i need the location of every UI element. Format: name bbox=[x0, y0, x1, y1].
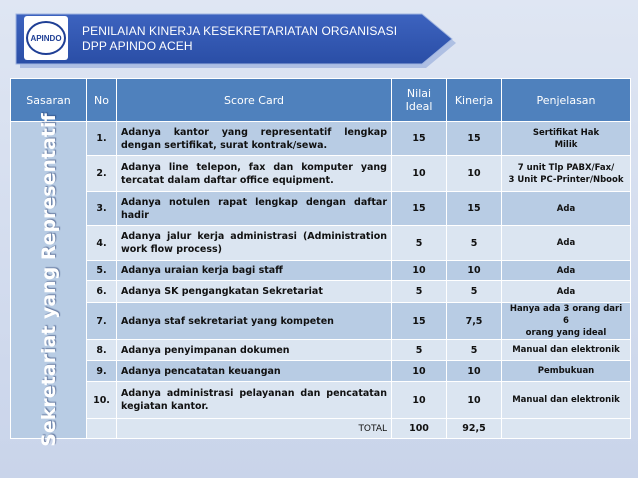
row-no: 2. bbox=[87, 156, 117, 192]
table-row bbox=[11, 340, 631, 361]
row-kinerja: 15 bbox=[447, 122, 502, 156]
table-row bbox=[11, 122, 631, 156]
row-penjelasan-line1: 7 unit Tlp PABX/Fax/ bbox=[517, 162, 615, 173]
row-penjelasan-line1: Manual dan elektronik bbox=[512, 395, 620, 405]
row-kinerja: 10 bbox=[447, 261, 502, 281]
row-kinerja: 5 bbox=[447, 340, 502, 361]
col-header-nilai-ideal bbox=[392, 79, 447, 122]
row-nilai-ideal: 10 bbox=[392, 261, 447, 281]
row-kinerja: 5 bbox=[447, 226, 502, 261]
row-score-card: Adanya pencatatan keuangan bbox=[117, 361, 392, 382]
row-penjelasan-line1: Ada bbox=[556, 265, 576, 276]
row-penjelasan-line1: Manual dan elektronik bbox=[512, 345, 620, 355]
row-penjelasan-line1: Sertifikat Hak bbox=[532, 127, 600, 138]
row-nilai-ideal: 5 bbox=[392, 281, 447, 303]
table-row bbox=[11, 261, 631, 281]
table-row bbox=[11, 361, 631, 382]
total-label: TOTAL bbox=[117, 419, 392, 439]
row-penjelasan bbox=[502, 122, 631, 156]
sasaran-group-label: Sekretariat yang Representatif bbox=[37, 113, 60, 447]
row-score-card: Adanya administrasi pelayanan dan pencatatan kegiatan kantor. bbox=[117, 382, 392, 419]
row-score-card: Adanya notulen rapat lengkap dengan daftar hadir bbox=[117, 192, 392, 226]
row-penjelasan bbox=[502, 156, 631, 192]
row-no: 7. bbox=[87, 303, 117, 340]
row-penjelasan bbox=[502, 361, 631, 382]
page-title bbox=[82, 24, 397, 54]
row-score-card: Adanya SK pengangkatan Sekretariat bbox=[117, 281, 392, 303]
row-kinerja: 10 bbox=[447, 382, 502, 419]
row-nilai-ideal: 15 bbox=[392, 192, 447, 226]
total-penjelasan-blank bbox=[502, 419, 631, 439]
row-kinerja: 7,5 bbox=[447, 303, 502, 340]
row-penjelasan bbox=[502, 261, 631, 281]
row-score-card: Adanya uraian kerja bagi staff bbox=[117, 261, 392, 281]
row-nilai-ideal: 15 bbox=[392, 122, 447, 156]
score-card-table bbox=[10, 78, 631, 447]
row-no: 8. bbox=[87, 340, 117, 361]
table-row bbox=[11, 303, 631, 340]
row-no: 3. bbox=[87, 192, 117, 226]
total-kinerja: 92,5 bbox=[447, 419, 502, 439]
row-score-card: Adanya staf sekretariat yang kompeten bbox=[117, 303, 392, 340]
row-nilai-ideal: 5 bbox=[392, 340, 447, 361]
row-no: 10. bbox=[87, 382, 117, 419]
row-no: 9. bbox=[87, 361, 117, 382]
col-header-score-card: Score Card bbox=[117, 79, 392, 122]
row-penjelasan bbox=[502, 303, 631, 340]
row-penjelasan-line2: 3 Unit PC-Printer/Nbook bbox=[508, 174, 624, 185]
row-nilai-ideal: 5 bbox=[392, 226, 447, 261]
table-row bbox=[11, 281, 631, 303]
row-penjelasan-line2: orang yang ideal bbox=[525, 328, 607, 338]
row-score-card: Adanya kantor yang representatif lengkap dengan sertifikat, surat kontrak/sewa. bbox=[117, 122, 392, 156]
sasaran-group-cell bbox=[11, 113, 87, 447]
row-no: 6. bbox=[87, 281, 117, 303]
col-header-no: No bbox=[87, 79, 117, 122]
table-row bbox=[11, 156, 631, 192]
row-nilai-ideal: 15 bbox=[392, 303, 447, 340]
title-line-2: DPP APINDO ACEH bbox=[82, 39, 193, 53]
row-penjelasan-line2: Milik bbox=[554, 139, 578, 150]
row-kinerja: 10 bbox=[447, 361, 502, 382]
row-nilai-ideal: 10 bbox=[392, 156, 447, 192]
row-no: 4. bbox=[87, 226, 117, 261]
row-penjelasan bbox=[502, 340, 631, 361]
row-score-card: Adanya line telepon, fax dan komputer yang tercatat dalam daftar office equipment. bbox=[117, 156, 392, 192]
row-nilai-ideal: 10 bbox=[392, 361, 447, 382]
col-header-sasaran: Sasaran bbox=[11, 79, 87, 122]
table-row bbox=[11, 192, 631, 226]
table-header-row bbox=[11, 79, 631, 122]
col-header-kinerja: Kinerja bbox=[447, 79, 502, 122]
row-score-card: Adanya penyimpanan dokumen bbox=[117, 340, 392, 361]
total-no-blank bbox=[87, 419, 117, 439]
row-kinerja: 15 bbox=[447, 192, 502, 226]
row-penjelasan bbox=[502, 382, 631, 419]
row-penjelasan-line1: Ada bbox=[556, 203, 576, 214]
row-no: 1. bbox=[87, 122, 117, 156]
col-header-penjelasan: Penjelasan bbox=[502, 79, 631, 122]
row-penjelasan bbox=[502, 226, 631, 261]
row-no: 5. bbox=[87, 261, 117, 281]
row-score-card: Adanya jalur kerja administrasi (Administration work flow process) bbox=[117, 226, 392, 261]
col-header-nilai-ideal-line2: Ideal bbox=[405, 100, 433, 113]
logo-ring bbox=[26, 21, 66, 55]
table-row bbox=[11, 382, 631, 419]
row-penjelasan bbox=[502, 281, 631, 303]
row-penjelasan-line1: Hanya ada 3 orang dari 6 bbox=[509, 304, 623, 326]
title-line-1: PENILAIAN KINERJA KESEKRETARIATAN ORGANISASI bbox=[82, 24, 398, 38]
row-penjelasan-line1: Ada bbox=[556, 286, 576, 297]
total-row bbox=[11, 419, 631, 439]
row-kinerja: 5 bbox=[447, 281, 502, 303]
row-penjelasan bbox=[502, 192, 631, 226]
logo-text: APINDO bbox=[30, 33, 62, 43]
row-nilai-ideal: 10 bbox=[392, 382, 447, 419]
row-penjelasan-line1: Pembukuan bbox=[537, 366, 595, 376]
row-penjelasan-line1: Ada bbox=[556, 238, 576, 248]
total-nilai-ideal: 100 bbox=[392, 419, 447, 439]
apindo-logo bbox=[24, 16, 68, 60]
score-card-table-wrap bbox=[10, 78, 630, 447]
row-kinerja: 10 bbox=[447, 156, 502, 192]
col-header-nilai-ideal-line1: Nilai bbox=[406, 87, 432, 100]
table-row bbox=[11, 226, 631, 261]
